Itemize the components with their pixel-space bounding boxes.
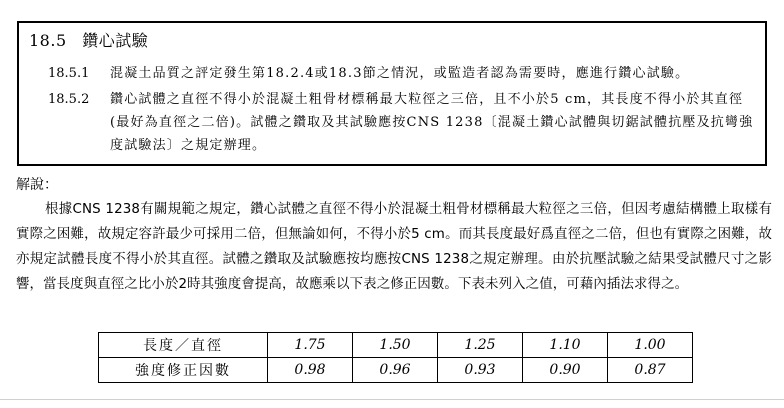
table-cell: 1.50: [353, 333, 438, 358]
table-cell: 0.87: [608, 358, 693, 383]
section-title: 鑽心試驗: [82, 31, 149, 50]
table-cell: 0.90: [523, 358, 608, 383]
table-cell: 0.96: [353, 358, 438, 383]
section-heading: [29, 28, 148, 51]
row-label-correction-factor: 強度修正因數: [99, 358, 268, 383]
clause-number: 18.5.1: [48, 66, 90, 81]
table-cell: 1.00: [608, 333, 693, 358]
clause-text: 混凝土品質之評定發生第18.2.4或18.3節之情況，或監造者認為需要時，應進行鑽心試驗。: [110, 66, 690, 81]
table-cell: 1.10: [523, 333, 608, 358]
row-label-length-diameter: 長度／直徑: [99, 333, 268, 358]
table-row: [99, 358, 693, 383]
clause-number: 18.5.2: [48, 92, 90, 107]
table-cell: 1.25: [438, 333, 523, 358]
commentary-label: 解說：: [16, 177, 58, 193]
table-row: [99, 333, 693, 358]
correction-factor-table: [98, 332, 693, 383]
table-cell: 1.75: [268, 333, 353, 358]
clause-text: 鑽心試體之直徑不得小於混凝土粗骨材標稱最大粒徑之三倍，且不小於5 cm，其長度不得小於其直徑(最好為直徑之二倍)。試體之鑽取及其試驗應按CNS 1238〔混凝土鑽心試體與切鋸試體抗壓及抗彎強度試驗法〕之規定辦理。: [110, 92, 754, 153]
table-cell: 0.98: [268, 358, 353, 383]
commentary-text: 根據CNS 1238有關規範之規定，鑽心試體之直徑不得小於混凝土粗骨材標稱最大粒徑之三倍，但因考慮結構體上取樣有實際之困難，故規定容許最少可採用二倍，但無論如何，不得小於5 cm。而其長度最好爲直徑之二倍，但也有實際之困難，故亦規定試體長度不得小於其直徑。試體之鑽取及試驗應按均應按CNS 1238之規定辦理。由於抗壓試驗之結果受試體尺寸之影響，當長度與直徑之比小於2時其強度會提高，故應乘以下表之修正因數。下表未列入之值，可藉內插法求得之。: [16, 202, 772, 292]
page-divider: [0, 399, 784, 400]
section-number: 18.5: [29, 31, 67, 50]
table-cell: 0.93: [438, 358, 523, 383]
